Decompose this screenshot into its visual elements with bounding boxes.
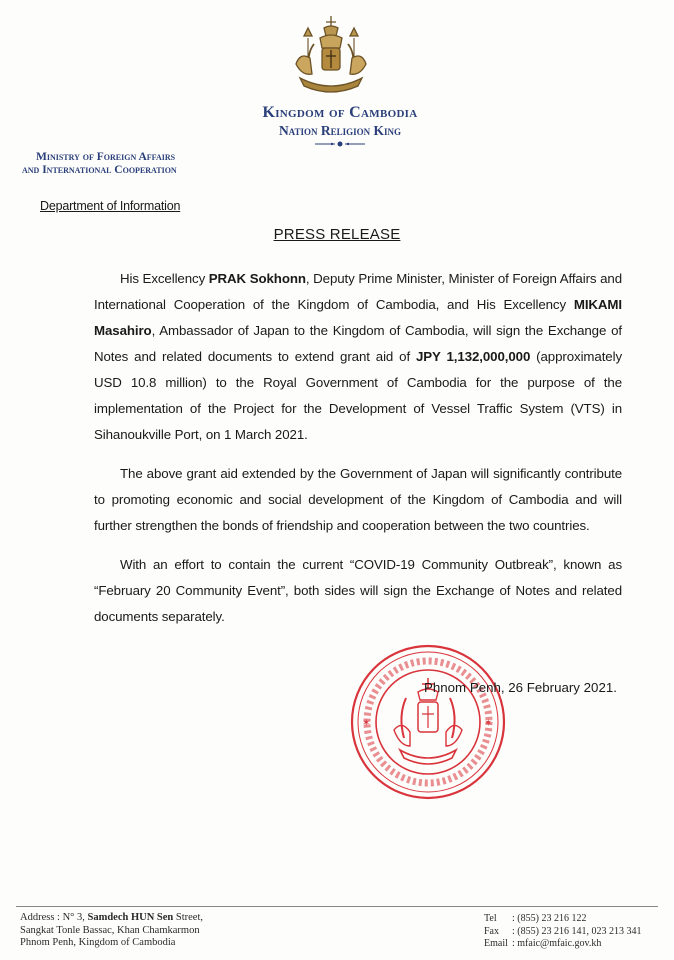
- royal-coat-of-arms-icon: [286, 14, 376, 98]
- email-line: Email : mfaic@mfaic.gov.kh: [484, 938, 602, 949]
- address-line-2: Sangkat Tonle Bassac, Khan Chamkarmon: [20, 924, 200, 936]
- national-motto: Nation Religion King: [278, 123, 402, 138]
- paragraph-2: The above grant aid extended by the Government of Japan will significantly contribute to promoting economic and social development of the Kingdom of Cambodia and will further strengthen the bonds of friendship and cooperation between the two countries.: [94, 466, 622, 533]
- footer-divider: [16, 906, 658, 907]
- paragraph-1: His Excellency PRAK Sokhonn, Deputy Prime Minister, Minister of Foreign Affairs and International Cooperation of the Kingdom of Cambodia, and His Excellency MIKAMI Masahiro, Ambassador of Japan to the Kingdom of Cambodia, will sign the Exchange of Notes and related documents to extend grant aid of JPY 1,132,000,000 (approximately USD 10.8 million) to the Royal Government of Cambodia for the purpose of the implementation of the Project for the Development of Vessel Traffic System (VTS) in Sihanoukville Port, on 1 March 2021.: [94, 271, 623, 442]
- fax-line: Fax : (855) 23 216 141, 023 213 341: [484, 925, 642, 937]
- tel-line: Tel : (855) 23 216 122: [484, 913, 587, 924]
- address-line-3: Phnom Penh, Kingdom of Cambodia: [20, 937, 176, 948]
- paragraph-3: With an effort to contain the current “COVID-19 Community Outbreak”, known as “February 20 Community Event”, both sides will sign the Exchange of Notes and related documents separately.: [94, 557, 622, 624]
- footer-address: [20, 912, 203, 950]
- svg-text:✶: ✶: [484, 718, 493, 729]
- ministry-seal-icon: [348, 642, 508, 802]
- dateline: Phnom Penh, 26 February 2021.: [424, 680, 617, 695]
- ministry-name: Ministry of Foreign Affairs and International Cooperation: [22, 151, 177, 176]
- footer-contact: [484, 913, 641, 951]
- ornament-divider: [313, 140, 367, 148]
- department-label: Department of Information: [40, 199, 181, 213]
- address-line-1: Address : N° 3, Samdech HUN Sen Street,: [20, 912, 204, 923]
- press-release-body: [94, 266, 622, 643]
- kingdom-name: Kingdom of Cambodia: [262, 104, 418, 121]
- svg-text:✶: ✶: [362, 718, 371, 729]
- page-title: PRESS RELEASE: [273, 226, 401, 243]
